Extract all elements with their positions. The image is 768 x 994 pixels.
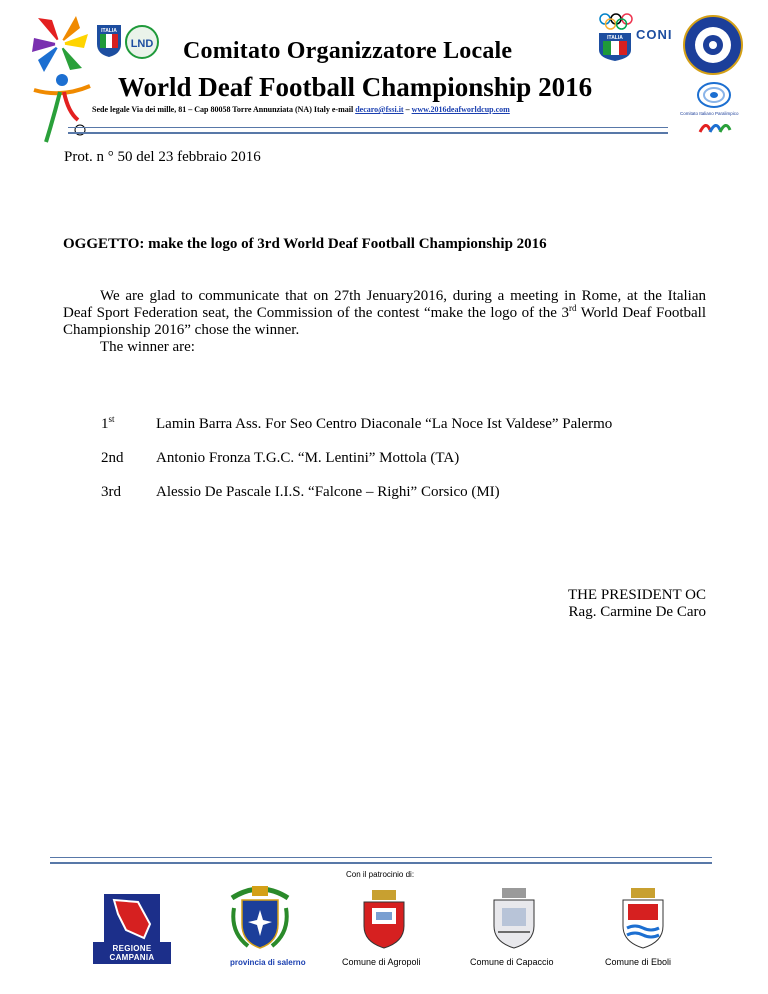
- letter-main-paragraph: [63, 288, 706, 356]
- address-separator: –: [403, 105, 412, 114]
- letter-subject: OGGETTO: make the logo of 3rd World Deaf Football Championship 2016: [63, 236, 547, 252]
- comune-agropoli-crest: [360, 890, 408, 950]
- lnd-logo: [124, 24, 160, 60]
- signature-name: Rag. Carmine De Caro: [568, 604, 706, 620]
- winner-3-ordinal: 3rd: [101, 484, 121, 500]
- email-link[interactable]: decaro@fssi.it: [355, 105, 404, 114]
- comune-eboli-label: Comune di Eboli: [605, 957, 672, 967]
- address-text: Sede legale Via dei mille, 81 – Cap 80058 Torre Annunziata (NA) Italy e-mail: [92, 105, 356, 114]
- figc-shield-logo: [96, 24, 122, 58]
- protocol-number: Prot. n ° 50 del 23 febbraio 2016: [64, 149, 261, 165]
- coni-flag-label: ITALIA: [607, 35, 623, 41]
- winner-3-name: Alessio De Pascale I.I.S. “Falcone – Righi” Corsico (MI): [156, 484, 500, 500]
- agitos-icon: [698, 118, 732, 136]
- comune-agropoli-label: Comune di Agropoli: [342, 957, 421, 967]
- provincia-salerno-crest: [228, 884, 292, 954]
- footer-divider: [50, 857, 712, 864]
- paralympic-swirl-logo: [694, 80, 734, 110]
- deaf-football-pinwheel-logo: [30, 14, 90, 74]
- comune-eboli-crest: [620, 888, 666, 950]
- website-link[interactable]: www.2016deafworldcup.com: [411, 105, 510, 114]
- patronage-label: Con il patrocinio di:: [346, 870, 415, 879]
- comune-capaccio-crest: [490, 888, 538, 950]
- regione-campania-logo: [104, 894, 160, 942]
- coni-flag-shield-logo: [598, 32, 632, 62]
- lnd-badge-text: LND: [130, 38, 154, 50]
- winners-intro: The winner are:: [100, 339, 195, 355]
- ordinal-superscript: rd: [568, 303, 577, 313]
- header-title-line2: World Deaf Football Championship 2016: [118, 72, 593, 102]
- paralympic-label: Comitato Italiano Paralimpico: [680, 111, 739, 116]
- fssi-seal-logo: [682, 14, 744, 76]
- coni-label: CONI: [636, 27, 673, 42]
- header-title-line1: Comitato Organizzatore Locale: [183, 38, 513, 64]
- main-paragraph-part1: We are glad to communicate that on 27th Jenuary2016, during a meeting in Rome, at the Italian Deaf Sport Federation seat, the Commission of the contest “make the logo of the 3: [63, 288, 706, 321]
- winner-1-name: Lamin Barra Ass. For Seo Centro Diaconale “La Noce Ist Valdese” Palermo: [156, 416, 613, 432]
- figc-badge-text: ITALIA: [101, 28, 117, 34]
- winner-2-ordinal: 2nd: [101, 450, 124, 466]
- header-divider: [68, 127, 668, 134]
- main-paragraph-part2: World Deaf Football Championship 2016” chose the winner.: [63, 305, 706, 338]
- region-label: REGIONE CAMPANIA: [93, 942, 171, 964]
- olympic-rings-icon: [598, 12, 634, 32]
- province-label: provincia di salerno: [230, 958, 306, 967]
- comune-capaccio-label: Comune di Capaccio: [470, 957, 554, 967]
- winner-1-ord-sup: st: [108, 414, 115, 424]
- winner-2-name: Antonio Fronza T.G.C. “M. Lentini” Mottola (TA): [156, 450, 460, 466]
- winner-1-ord: 1: [101, 416, 109, 432]
- main-paragraph-text: [63, 288, 706, 339]
- signature-title: THE PRESIDENT OC: [567, 587, 706, 603]
- header-address-line: [92, 105, 510, 114]
- winner-1-ordinal: [101, 416, 115, 433]
